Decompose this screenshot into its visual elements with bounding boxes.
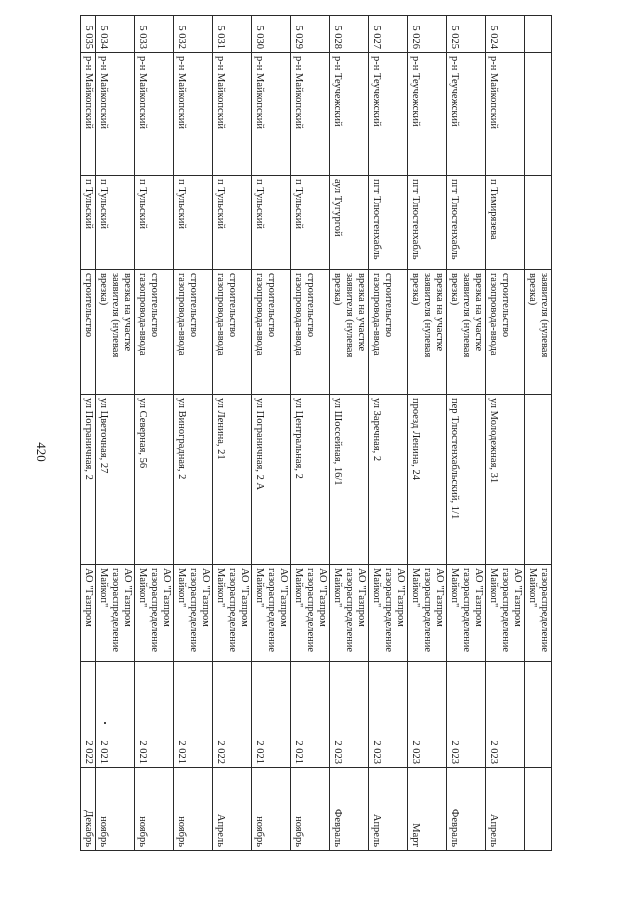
cell-org: АО "Газпром газораспределение Майкоп" [408,565,447,662]
cell-work: заявителя (нулевая врезка) [525,270,552,395]
cell-month: ноябрь [174,768,213,851]
cell-street: ул Ленина, 21 [213,395,252,565]
table-row [174,16,213,851]
cell-place: п Тульский [81,176,96,270]
table-viewport [83,15,552,850]
cell-street: ул Виноградная, 2 [174,395,213,565]
cell-num: 5 031 [213,16,252,53]
cell-month: Апрель [369,768,408,851]
cell-year: 2 023 [369,662,408,768]
gasification-table [80,15,552,851]
table-row [447,16,486,851]
cell-place [525,176,552,270]
cell-street: проезд Ленина, 24 [408,395,447,565]
cell-work: строительство газопровода-ввода [486,270,525,395]
cell-month: ноябрь [291,768,330,851]
cell-place: п Тимирязева [486,176,525,270]
cell-district: р-н Майкопский [252,53,291,176]
cell-year: 2 021 [291,662,330,768]
cell-street: ул Заречная, 2 [369,395,408,565]
table-body [81,16,552,851]
cell-district: р-н Майкопский [81,53,96,176]
cell-month [525,768,552,851]
table-row [486,16,525,851]
table-row [408,16,447,851]
cell-place: п Тульский [252,176,291,270]
cell-work: врезка на участке заявителя (нулевая врезка) [447,270,486,395]
cell-district: р-н Майкопский [174,53,213,176]
cell-org: АО "Газпром газораспределение Майкоп" [213,565,252,662]
table-row [291,16,330,851]
cell-num: 5 028 [330,16,369,53]
cell-district: р-н Майкопский [135,53,174,176]
table-row [330,16,369,851]
cell-num [525,16,552,53]
cell-street: ул Цветочная, 27 [96,395,135,565]
cell-year: 2 021 [174,662,213,768]
table-row [252,16,291,851]
cell-work: строительство газопровода-ввода [174,270,213,395]
cell-street [525,395,552,565]
cell-year: 2 021 [135,662,174,768]
cell-work: строительство [81,270,96,395]
cell-num: 5 035 [81,16,96,53]
page-number: 420 [34,442,49,462]
cell-num: 5 032 [174,16,213,53]
cell-org: АО "Газпром газораспределение Майкоп" [96,565,135,662]
cell-year [525,662,552,768]
cell-org: АО "Газпром газораспределение Майкоп" [486,565,525,662]
cell-place: пгт Тлюстенхабль [369,176,408,270]
cell-district: р-н Майкопский [96,53,135,176]
cell-org: АО "Газпром газораспределение Майкоп" [369,565,408,662]
cell-street: ул Шоссейная, 16/1 [330,395,369,565]
table-row [96,16,135,851]
cell-year: 2 023 [447,662,486,768]
cell-street: ул Молодежная, 31 [486,395,525,565]
cell-work: строительство газопровода-ввода [369,270,408,395]
cell-org: АО "Газпром газораспределение Майкоп" [135,565,174,662]
cell-street: ул Центральная, 2 [291,395,330,565]
cell-month: Апрель [486,768,525,851]
cell-month: Март [408,768,447,851]
cell-year: 2 023 [408,662,447,768]
cell-street: пер Тлюстенхабльский, 1/1 [447,395,486,565]
cell-district: р-н Теучежский [369,53,408,176]
cell-place: п Тульский [174,176,213,270]
cell-num: 5 034 [96,16,135,53]
cell-num: 5 027 [369,16,408,53]
cell-place: п Тульский [291,176,330,270]
cell-district: р-н Майкопский [291,53,330,176]
cell-org: АО "Газпром газораспределение Майкоп" [252,565,291,662]
cell-org: газораспределение Майкоп" [525,565,552,662]
cell-org: АО "Газпром газораспределение Майкоп" [330,565,369,662]
cell-num: 5 033 [135,16,174,53]
cell-street: ул Пограничная, 2 А [252,395,291,565]
cell-work: строительство газопровода-ввода [213,270,252,395]
cell-num: 5 030 [252,16,291,53]
cell-district: р-н Теучежский [447,53,486,176]
cell-month: Апрель [213,768,252,851]
cell-year: 2 022 [81,662,96,768]
cell-district: р-н Майкопский [486,53,525,176]
cell-num: 5 025 [447,16,486,53]
cell-work: врезка на участке заявителя (нулевая врезка) [408,270,447,395]
cell-district: р-н Теучежский [408,53,447,176]
cell-month: ноябрь [252,768,291,851]
cell-work: врезка на участке заявителя (нулевая врезка) [330,270,369,395]
table-row [213,16,252,851]
cell-year: 2 022 [213,662,252,768]
cell-num: 5 029 [291,16,330,53]
cell-district: р-н Теучежский [330,53,369,176]
cell-num: 5 024 [486,16,525,53]
cell-place: п Тульский [96,176,135,270]
cell-district: р-н Майкопский [213,53,252,176]
cell-year: 2 023 [330,662,369,768]
cell-org: АО "Газпром [81,565,96,662]
cell-month: Февраль [447,768,486,851]
cell-month: ноябрь [96,768,135,851]
cell-work: врезка на участке заявителя (нулевая врезка) [96,270,135,395]
rotated-table-container [83,15,552,850]
cell-place: пгт Тлюстенхабль [447,176,486,270]
cell-year: 2 021 [252,662,291,768]
cell-street: ул Пограничная, 2 [81,395,96,565]
cell-work: строительство газопровода-ввода [135,270,174,395]
cell-work: строительство газопровода-ввода [252,270,291,395]
cell-org: АО "Газпром газораспределение Майкоп" [174,565,213,662]
table-row [369,16,408,851]
table-row-header-fragment [525,16,552,851]
cell-place: пгт Тлюстенхабль [408,176,447,270]
cell-month: ноябрь [135,768,174,851]
cell-org: АО "Газпром газораспределение Майкоп" [291,565,330,662]
cell-month: Февраль [330,768,369,851]
cell-year: 2 023 [486,662,525,768]
cell-street: ул Северная, 56 [135,395,174,565]
cell-place: п Тульский [135,176,174,270]
table-row [135,16,174,851]
cell-num: 5 026 [408,16,447,53]
cell-month: Декабрь [81,768,96,851]
cell-year: 2 021 [96,662,135,768]
cell-place: п Тульский [213,176,252,270]
cell-work: строительство газопровода-ввода [291,270,330,395]
cell-place: аул Тугургой [330,176,369,270]
cell-org: АО "Газпром газораспределение Майкоп" [447,565,486,662]
table-row [81,16,96,851]
cell-district [525,53,552,176]
